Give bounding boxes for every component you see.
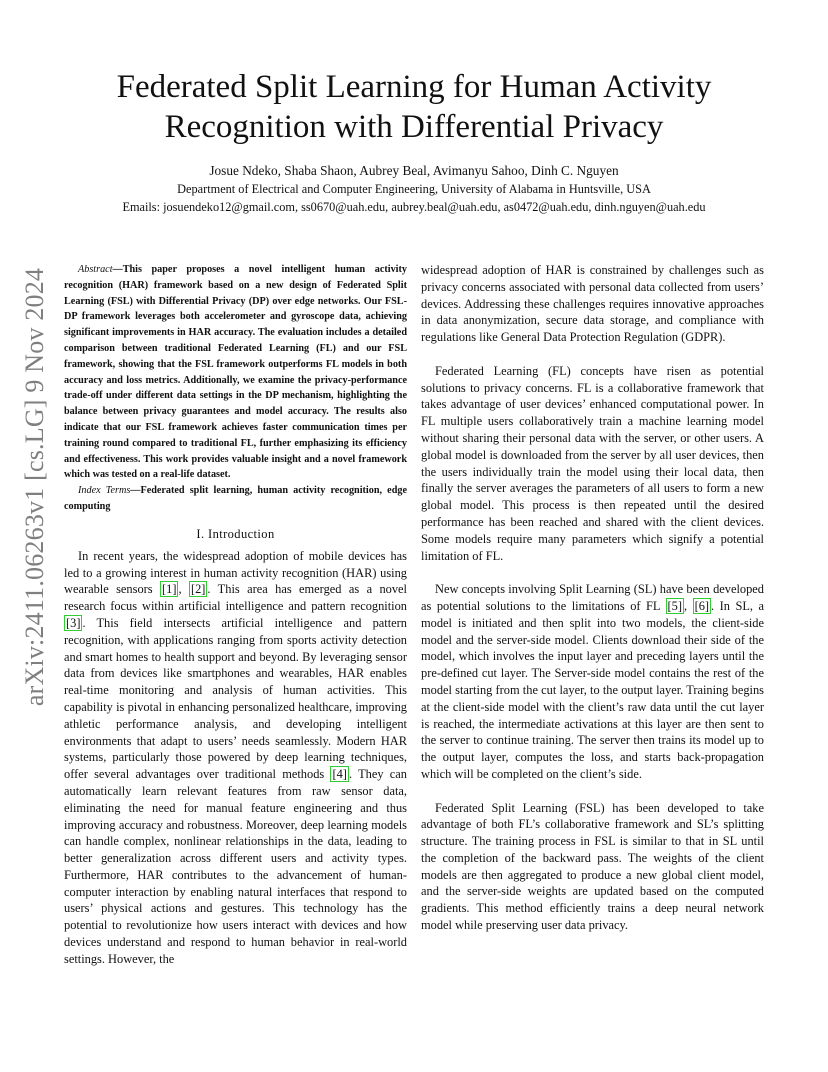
- arxiv-identifier-stamp: arXiv:2411.06263v1 [cs.LG] 9 Nov 2024: [20, 267, 49, 707]
- intro-paragraph-fl: Federated Learning (FL) concepts have risen as potential solutions to privacy concerns. FL is a collaborative framework that takes advantage of user devices’ enhanced computational power. In FL multiple users collaboratively train a machine learning model without sharing their personal data with the server, or other users. A global model is downloaded from the server by all user devices, then the users individually train the model using their local data, then finally the server averages the parameters of all users to form a new global model. This process is then repeated until the desired performance has been reached and shared with the client devices. Some models require many parameters which signify a potential limitation of FL.: [421, 363, 764, 563]
- paragraph-text: . This area has emerged as a novel research focus within artificial intelligence and pattern recognition: [64, 582, 408, 614]
- abstract: [64, 262, 407, 483]
- paragraph-text: New concepts involving Split Learning (SL) have been developed as potential solutions to the limitations of FL: [421, 582, 764, 613]
- citation-link[interactable]: [1]: [162, 582, 177, 597]
- right-column: [421, 262, 764, 951]
- paragraph-text: . This field intersects artificial intelligence and pattern recognition, with applications ranging from sports activity detection and smart homes to health support and beyond. By leveraging sensor data from devices like smartphones and wearables, HAR enables real-time monitoring and analysis of human activities. This capability is pivotal in enhancing personalized healthcare, improving athletic performance analysis, and developing intelligent environments that adapt to users’ needs seamlessly. Modern HAR systems, particularly those powered by deep learning techniques, offer several advantages over traditional methods: [64, 615, 407, 782]
- paragraph-text: ,: [178, 582, 189, 597]
- intro-paragraph-continued: widespread adoption of HAR is constrained by challenges such as privacy concerns associated with personal data collected from users’ devices. Addressing these challenges requires innovative approaches in data anonymization, secure data storage, and compliance with regulations like General Data Protection Regulation (GDPR).: [421, 263, 764, 345]
- index-terms-lead: Index Terms: [78, 485, 131, 497]
- abstract-text: —This paper proposes a novel intelligent human activity recognition (HAR) framework based on a new design of Federated Split Learning (FSL) with Differential Privacy (DP) over edge networks. Our FSL-DP framework leverages both accelerometer and gyroscope data, achieving significant improvements in HAR accuracy. The evaluation includes a detailed comparison between traditional Federated Learning (FL) and our FSL framework, showing that the FSL framework outperforms FL models in both accuracy and loss metrics. Additionally, we examine the privacy-performance trade-off under different data settings in the DP mechanism, highlighting the balance between privacy guarantees and model accuracy. The results also indicate that our FSL framework achieves faster communication times per training round compared to traditional FL, further emphasizing its efficiency and effectiveness. This work provides valuable insight and a novel framework which was tested on a real-life dataset.: [64, 264, 407, 481]
- author-emails: Emails: josuendeko12@gmail.com, ss0670@uah.edu, aubrey.beal@uah.edu, as0472@uah.edu, dinh.nguyen@uah.edu: [122, 200, 706, 214]
- citation-link[interactable]: [4]: [332, 767, 347, 782]
- left-column: [64, 262, 407, 968]
- intro-paragraph-fsl: Federated Split Learning (FSL) has been developed to take advantage of both FL’s collaborative framework and SL’s splitting structure. The training process in FSL is similar to that in SL until the completion of the backward pass. The weights of the client models are then aggregated to produce a new global client model, and the server-side weights are updated based on the computed gradients. This method efficiently trains a deep neural network model while preserving user data privacy.: [421, 800, 764, 933]
- paragraph-text: . In SL, a model is initiated and then split into two models, the client-side model and the server-side model. Clients download their side of the model, which involves the input layer and preceding layers until the pre-defined cut layer. The Server-side model contains the rest of the model starting from the cut layer, to the output layer. Training begins at the client-side model with the client’s raw data until the cut layer is reached, the intermediate activations at this layer are then sent to the server to continue training. The server then trains its model up to the output layer, computes the loss, and starts back-propagation which will be completed on the client’s side.: [421, 598, 764, 781]
- paragraph-text: . They can automatically learn relevant features from raw sensor data, eliminating the need for manual feature engineering and thus improving accuracy and robustness. Moreover, deep learning models can handle complex, nonlinear relationships in the data, leading to better generalization across different users and activity types. Furthermore, HAR contributes to the advancement of human-computer interaction by enabling natural interfaces that respond to users’ physical actions and gestures. This technology has the potential to revolutionize how users interact with devices and how devices understand and respond to human behavior in real-world settings. However, the: [64, 767, 407, 966]
- citation-link[interactable]: [3]: [66, 615, 81, 630]
- intro-paragraph-1: [64, 548, 407, 968]
- index-terms: [64, 483, 407, 515]
- citation-link[interactable]: [2]: [190, 582, 206, 597]
- paragraph-text: ,: [683, 598, 693, 613]
- abstract-lead: Abstract: [78, 264, 113, 275]
- index-terms-text: —Federated split learning, human activity recognition, edge computing: [64, 485, 407, 512]
- citation-link[interactable]: [5]: [667, 598, 682, 613]
- paper-title: Federated Split Learning for Human Activity Recognition with Differential Privacy: [116, 69, 712, 145]
- affiliation: Department of Electrical and Computer Engineering, University of Alabama in Huntsville, USA: [177, 182, 651, 196]
- citation-link[interactable]: [6]: [694, 598, 710, 613]
- intro-paragraph-sl: [421, 581, 764, 783]
- author-list: Josue Ndeko, Shaba Shaon, Aubrey Beal, Avimanyu Sahoo, Dinh C. Nguyen: [209, 163, 619, 178]
- paragraph-text: In recent years, the widespread adoption of mobile devices has led to a growing interest in human activity recognition (HAR) using wearable sensors: [64, 548, 407, 597]
- section-heading-introduction: I. Introduction: [196, 526, 275, 541]
